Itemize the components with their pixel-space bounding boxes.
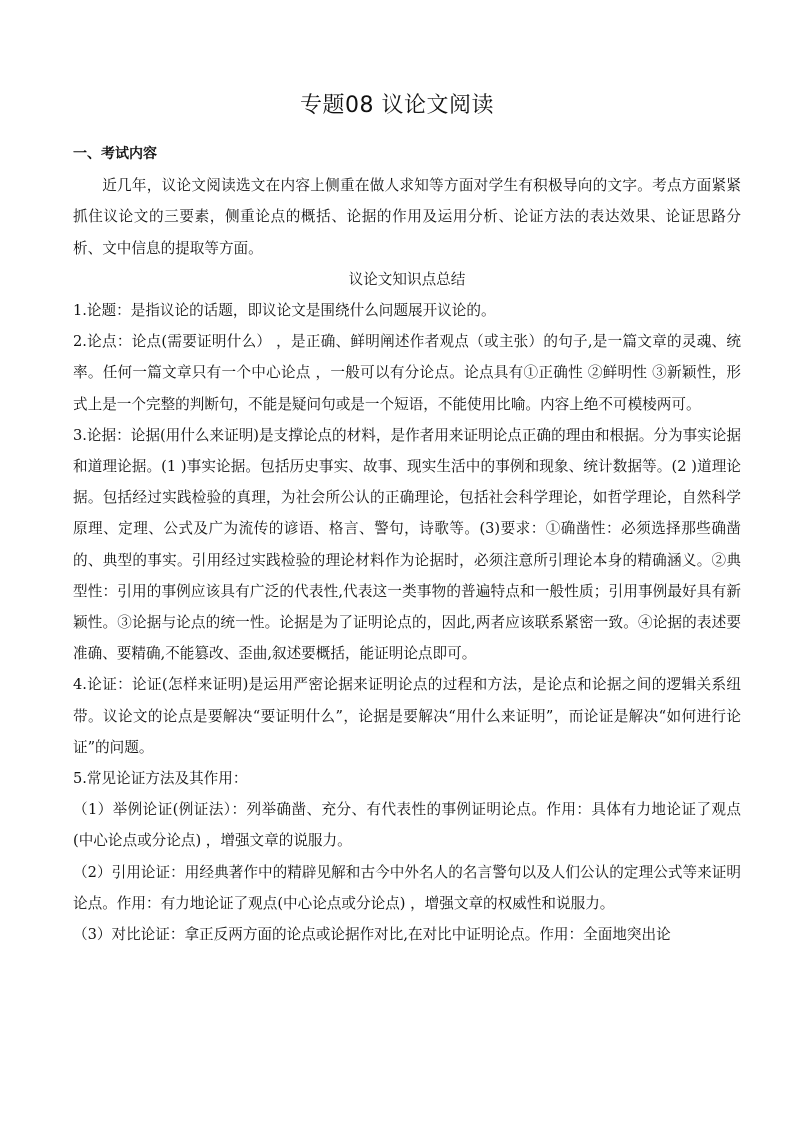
document-body — [73, 139, 741, 950]
paragraph-thesis: 2.论点：论点(需要证明什么） ，是正确、鲜明阐述作者观点（或主张）的句子,是一篇文章的灵魂、统率。任何一篇文章只有一个中心论点 ，一般可以有分论点。论点具有①正确性 ②鲜明性 ③新颖性，形式上是一个完整的判断句，不能是疑问句或是一个短语，不能使用比喻。内容上绝不可模棱两可。 — [73, 333, 741, 413]
paragraph-method-quotation: （2）引用论证：用经典著作中的精辟见解和古今中外名人的名言警句以及人们公认的定理公式等来证明论点。作用：有力地论证了观点(中心论点或分论点) ，增强文章的权威性和说服力。 — [73, 863, 741, 912]
document-title: 专题08 议论文阅读 — [300, 93, 494, 118]
paragraph-topic: 1.论题：是指议论的话题，即议论文是围绕什么问题展开议论的。 — [73, 302, 496, 320]
section-subtitle: 议论文知识点总结 — [348, 270, 466, 288]
paragraph-method-contrast: （3）对比论证：拿正反两方面的论点或论据作对比,在对比中证明论点。作用：全面地突出论 — [73, 926, 671, 944]
paragraph-argumentation: 4.论证：论证(怎样来证明)是运用严密论据来证明论点的过程和方法，是论点和论据之间的逻辑关系纽带。议论文的论点是要解决“要证明什么”，论据是要解决“用什么来证明”，而论证是解决“如何进行论证”的问题。 — [73, 676, 741, 756]
paragraph-evidence: 3.论据：论据(用什么来证明)是支撑论点的材料，是作者用来证明论点正确的理由和根据。分为事实论据和道理论据。(1 )事实论据。包括历史事实、故事、现实生活中的事例和现象、统计数据等。(2 )道理论据。包括经过实践检验的真理，为社会所公认的正确理论，包括社会科学理论，如哲学理论，自然科学原理、定理、公式及广为流传的谚语、格言、警句，诗歌等。(3)要求：①确凿性：必须选择那些确凿的、典型的事实。引用经过实践检验的理论材料作为论据时，必须注意所引理论本身的精确涵义。②典型性：引用的事例应该具有广泛的代表性,代表这一类事物的普遍特点和一般性质；引用事例最好具有新颖性。③论据与论点的统一性。论据是为了证明论点的，因此,两者应该联系紧密一致。④论据的表述要准确、要精确,不能篡改、歪曲,叙述要概括，能证明论点即可。 — [73, 426, 741, 663]
paragraph-method-example: （1）举例论证(例证法）：列举确凿、充分、有代表性的事例证明论点。作用：具体有力地论证了观点(中心论点或分论点) ，增强文章的说服力。 — [73, 801, 741, 850]
intro-paragraph: 近几年，议论文阅读选文在内容上侧重在做人求知等方面对学生有积极导向的文字。考点方面紧紧抓住议论文的三要素，侧重论点的概括、论据的作用及运用分析、论证方法的表达效果、论证思路分析、文中信息的提取等方面。 — [73, 177, 741, 257]
section-heading: 一、考试内容 — [73, 146, 157, 162]
paragraph-methods-heading: 5.常见论证方法及其作用： — [73, 770, 248, 788]
